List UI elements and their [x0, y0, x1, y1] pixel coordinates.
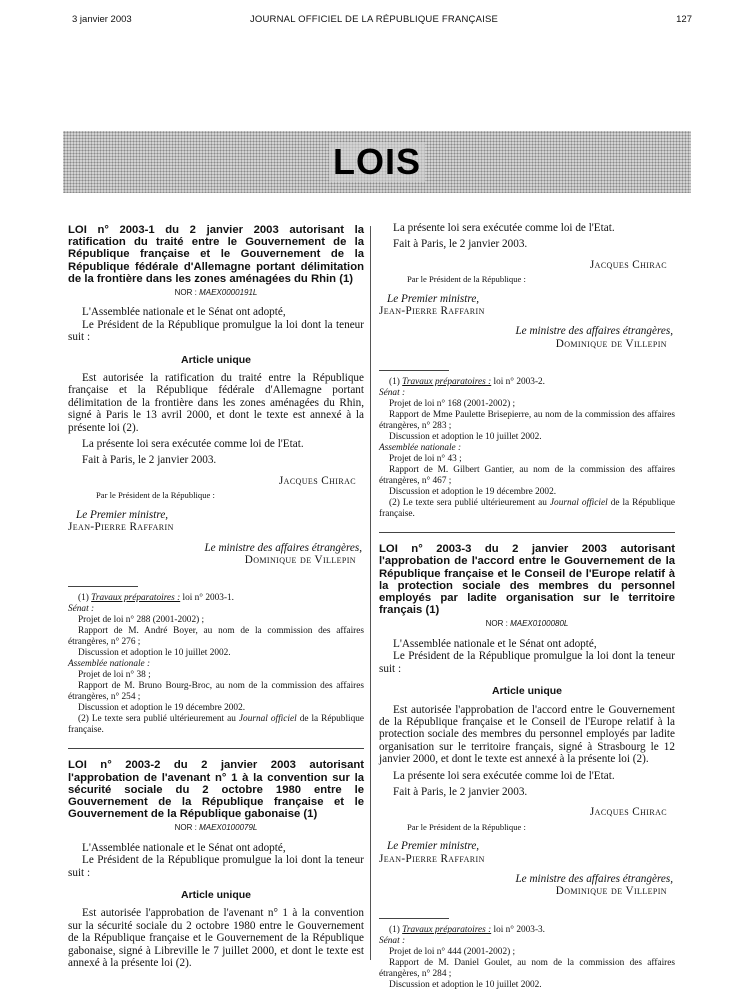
footnote-2: [68, 714, 364, 736]
law-2003-2-continued: [379, 222, 675, 520]
intro-adopted: L'Assemblée nationale et le Sénat ont adopté,: [393, 637, 597, 650]
right-column: [379, 222, 675, 991]
senat-line: Rapport de M. André Boyer, au nom de la commission des affaires étrangères, n° 276 ;: [68, 626, 364, 648]
intro-promulgation: Le Président de la République promulgue la loi dont la teneur suit :: [379, 650, 675, 675]
footnote-number: (1): [389, 924, 400, 935]
assemblee-line: Rapport de M. Bruno Bourg-Broc, au nom de la commission des affaires étrangères, n° 254 ;: [68, 681, 364, 703]
nor-reference: [68, 287, 364, 299]
assemblee-label: Assemblée nationale :: [379, 443, 462, 454]
footnotes: [379, 377, 675, 520]
footnote-1: [379, 377, 675, 388]
execution-clause: La présente loi sera exécutée comme loi de l'Etat.: [393, 222, 615, 234]
minister-label: Le ministre des affaires étrangères,: [515, 872, 673, 885]
footnote-1: [379, 925, 675, 936]
article-text: Est autorisée l'approbation de l'accord entre le Gouvernement de la République française et le Conseil de l'Europe relatif à la protection sociale des membres du personnel employés par ladite organisation sur le territoire français, signé à Strasbourg le 12 janvier 2000, et dont le texte est annexé à la présente loi (2).: [379, 703, 675, 766]
law-separator: [68, 748, 364, 749]
law-title: [68, 759, 364, 820]
section-title: [63, 131, 691, 193]
assemblee-line: Discussion et adoption le 19 décembre 2002.: [389, 487, 557, 498]
intro-adopted: L'Assemblée nationale et le Sénat ont adopté,: [82, 306, 286, 319]
senat-label: Sénat :: [68, 604, 95, 615]
senat-line: Rapport de Mme Paulette Brisepierre, au nom de la commission des affaires étrangères, n° 283 ;: [379, 410, 675, 432]
assemblee-line: Projet de loi n° 38 ;: [78, 670, 151, 681]
nor-code: MAEX0000191L: [199, 288, 258, 298]
prime-minister-name: Jean-Pierre Raffarin: [379, 305, 485, 318]
president-signature: Jacques Chirac: [278, 474, 356, 487]
footnote-2-post: de la République française.: [68, 714, 365, 736]
section-title-text: LOIS: [329, 142, 425, 182]
senat-label: Sénat :: [379, 935, 406, 946]
law-title: [68, 224, 364, 285]
intro-promulgation: Le Président de la République promulgue la loi dont la teneur suit :: [68, 854, 364, 879]
footnote-travaux-label: Travaux préparatoires :: [91, 593, 181, 604]
assemblee-line: Projet de loi n° 43 ;: [389, 454, 462, 465]
footnote-1: [68, 593, 364, 604]
intro-promulgation: Le Président de la République promulgue la loi dont la teneur suit :: [68, 318, 364, 344]
law-title-rest: autorisant la ratification du traité entre le Gouvernement de la République française et le Gouvernement de la République fédérale d'Allemagne portant délimitation de la frontière dans les zones aménagées du Rhin (1): [68, 224, 365, 285]
header-page-number: 127: [676, 14, 692, 25]
footnote-2: [379, 498, 675, 520]
execution-clause: La présente loi sera exécutée comme loi de l'Etat.: [393, 769, 615, 782]
law-title-lead: LOI n° 2003-1 du 2 janvier 2003: [68, 224, 279, 236]
senat-line: Discussion et adoption le 10 juillet 2002.: [389, 432, 542, 443]
footnote-rule: [379, 370, 449, 371]
running-header: [0, 14, 748, 30]
footnote-travaux-label: Travaux préparatoires :: [402, 924, 492, 935]
prime-minister-label: Le Premier ministre,: [387, 840, 480, 853]
done-at: Fait à Paris, le 2 janvier 2003.: [82, 454, 217, 467]
execution-clause: La présente loi sera exécutée comme loi de l'Etat.: [82, 438, 304, 451]
president-signature: Jacques Chirac: [589, 806, 667, 819]
done-at: Fait à Paris, le 2 janvier 2003.: [393, 785, 528, 798]
footnote-2-jo: Journal officiel: [238, 714, 297, 725]
prime-minister-name: Jean-Pierre Raffarin: [379, 852, 485, 865]
footnote-2-pre: (2) Le texte sera publié ultérieurement au: [78, 714, 236, 725]
law-title: [379, 543, 675, 616]
section-banner: [63, 131, 691, 193]
senat-line: Rapport de M. Daniel Goulet, au nom de la commission des affaires étrangères, n° 284 ;: [379, 957, 675, 979]
column-divider: [370, 226, 371, 960]
law-title-lead: LOI n° 2003-3 du 2 janvier 2003: [379, 543, 607, 556]
nor-code: MAEX0100079L: [199, 823, 258, 833]
intro-adopted: L'Assemblée nationale et le Sénat ont adopté,: [82, 841, 286, 854]
senat-label: Sénat :: [379, 388, 406, 399]
header-journal-title: JOURNAL OFFICIEL DE LA RÉPUBLIQUE FRANÇAISE: [249, 14, 499, 25]
par-president: Par le Président de la République :: [407, 274, 526, 285]
law-title-rest: autorisant l'approbation de l'avenant n° 1 à la convention sur la sécurité sociale du 2 octobre 1980 entre le Gouvernement de la République française et le Gouvernement de la République gabonaise (1): [68, 759, 365, 821]
nor-label: NOR :: [485, 619, 508, 629]
law-title-lead: LOI n° 2003-2 du 2 janvier 2003: [68, 759, 296, 772]
minister-name: Dominique de Villepin: [244, 553, 356, 566]
senat-line: Projet de loi n° 444 (2001-2002) ;: [389, 946, 516, 957]
nor-label: NOR :: [174, 288, 197, 298]
senat-line: Discussion et adoption le 10 juillet 2002.: [389, 979, 542, 990]
senat-line: Projet de loi n° 168 (2001-2002) ;: [389, 399, 516, 410]
article-heading: Article unique: [180, 353, 251, 366]
law-title-rest: autorisant l'approbation de l'accord entre le Gouvernement de la République française et le Conseil de l'Europe relatif à la protection sociale des membres du personnel employés par ladite organisation sur le territoire français (1): [379, 543, 676, 617]
footnote-loi: loi n° 2003-3.: [493, 924, 546, 935]
article-heading: Article unique: [491, 685, 562, 698]
article-heading: Article unique: [180, 888, 251, 901]
prime-minister-name: Jean-Pierre Raffarin: [68, 521, 174, 534]
nor-reference: [379, 618, 675, 630]
president-signature: Jacques Chirac: [589, 258, 667, 271]
senat-line: Discussion et adoption le 10 juillet 2002.: [78, 648, 231, 659]
par-president: Par le Président de la République :: [96, 490, 215, 501]
footnote-travaux-label: Travaux préparatoires :: [402, 377, 492, 388]
footnotes: [68, 593, 364, 736]
minister-name: Dominique de Villepin: [555, 885, 667, 898]
footnote-number: (1): [389, 377, 400, 388]
par-president: Par le Président de la République :: [407, 821, 526, 832]
header-date: 3 janvier 2003: [72, 14, 132, 25]
footnotes: [379, 925, 675, 991]
footnote-2-post: de la République française.: [379, 498, 676, 520]
footnote-loi: loi n° 2003-1.: [182, 593, 235, 604]
law-2003-3: [379, 543, 675, 991]
law-separator: [379, 532, 675, 533]
assemblee-line: Rapport de M. Gilbert Gantier, au nom de la commission des affaires étrangères, n° 467 ;: [379, 465, 675, 487]
footnote-rule: [379, 918, 449, 919]
done-at: Fait à Paris, le 2 janvier 2003.: [393, 238, 528, 251]
prime-minister-label: Le Premier ministre,: [76, 508, 169, 521]
footnote-2-pre: (2) Le texte sera publié ultérieurement au: [389, 498, 547, 509]
law-2003-2: [68, 759, 364, 969]
law-2003-1: [68, 224, 364, 736]
nor-label: NOR :: [174, 823, 197, 833]
senat-line: Projet de loi n° 288 (2001-2002) ;: [78, 615, 205, 626]
article-text: Est autorisée la ratification du traité entre la République française et la République fédérale d'Allemagne portant délimitation de la frontière dans les zones aménagées du Rhin, signé à Paris le 13 avril 2000, et dont le texte est annexé à la présente loi (2).: [68, 372, 364, 434]
footnote-2-jo: Journal officiel: [549, 498, 608, 509]
minister-label: Le ministre des affaires étrangères,: [204, 541, 362, 554]
article-text: Est autorisée l'approbation de l'avenant n° 1 à la convention sur la sécurité sociale du 2 octobre 1980 entre le Gouvernement de la République française et le Gouvernement de la République gabonaise, signé à Libreville le 7 juillet 2000, et dont le texte est annexé à la présente loi (2).: [68, 907, 364, 969]
nor-code: MAEX0100080L: [510, 619, 569, 629]
nor-reference: [68, 822, 364, 834]
left-column: [68, 222, 364, 969]
footnote-loi: loi n° 2003-2.: [493, 377, 546, 388]
minister-name: Dominique de Villepin: [555, 337, 667, 350]
footnote-rule: [68, 586, 138, 587]
footnote-number: (1): [78, 593, 89, 604]
assemblee-line: Discussion et adoption le 19 décembre 2002.: [78, 703, 246, 714]
minister-label: Le ministre des affaires étrangères,: [515, 325, 673, 338]
prime-minister-label: Le Premier ministre,: [387, 292, 480, 305]
assemblee-label: Assemblée nationale :: [68, 659, 151, 670]
